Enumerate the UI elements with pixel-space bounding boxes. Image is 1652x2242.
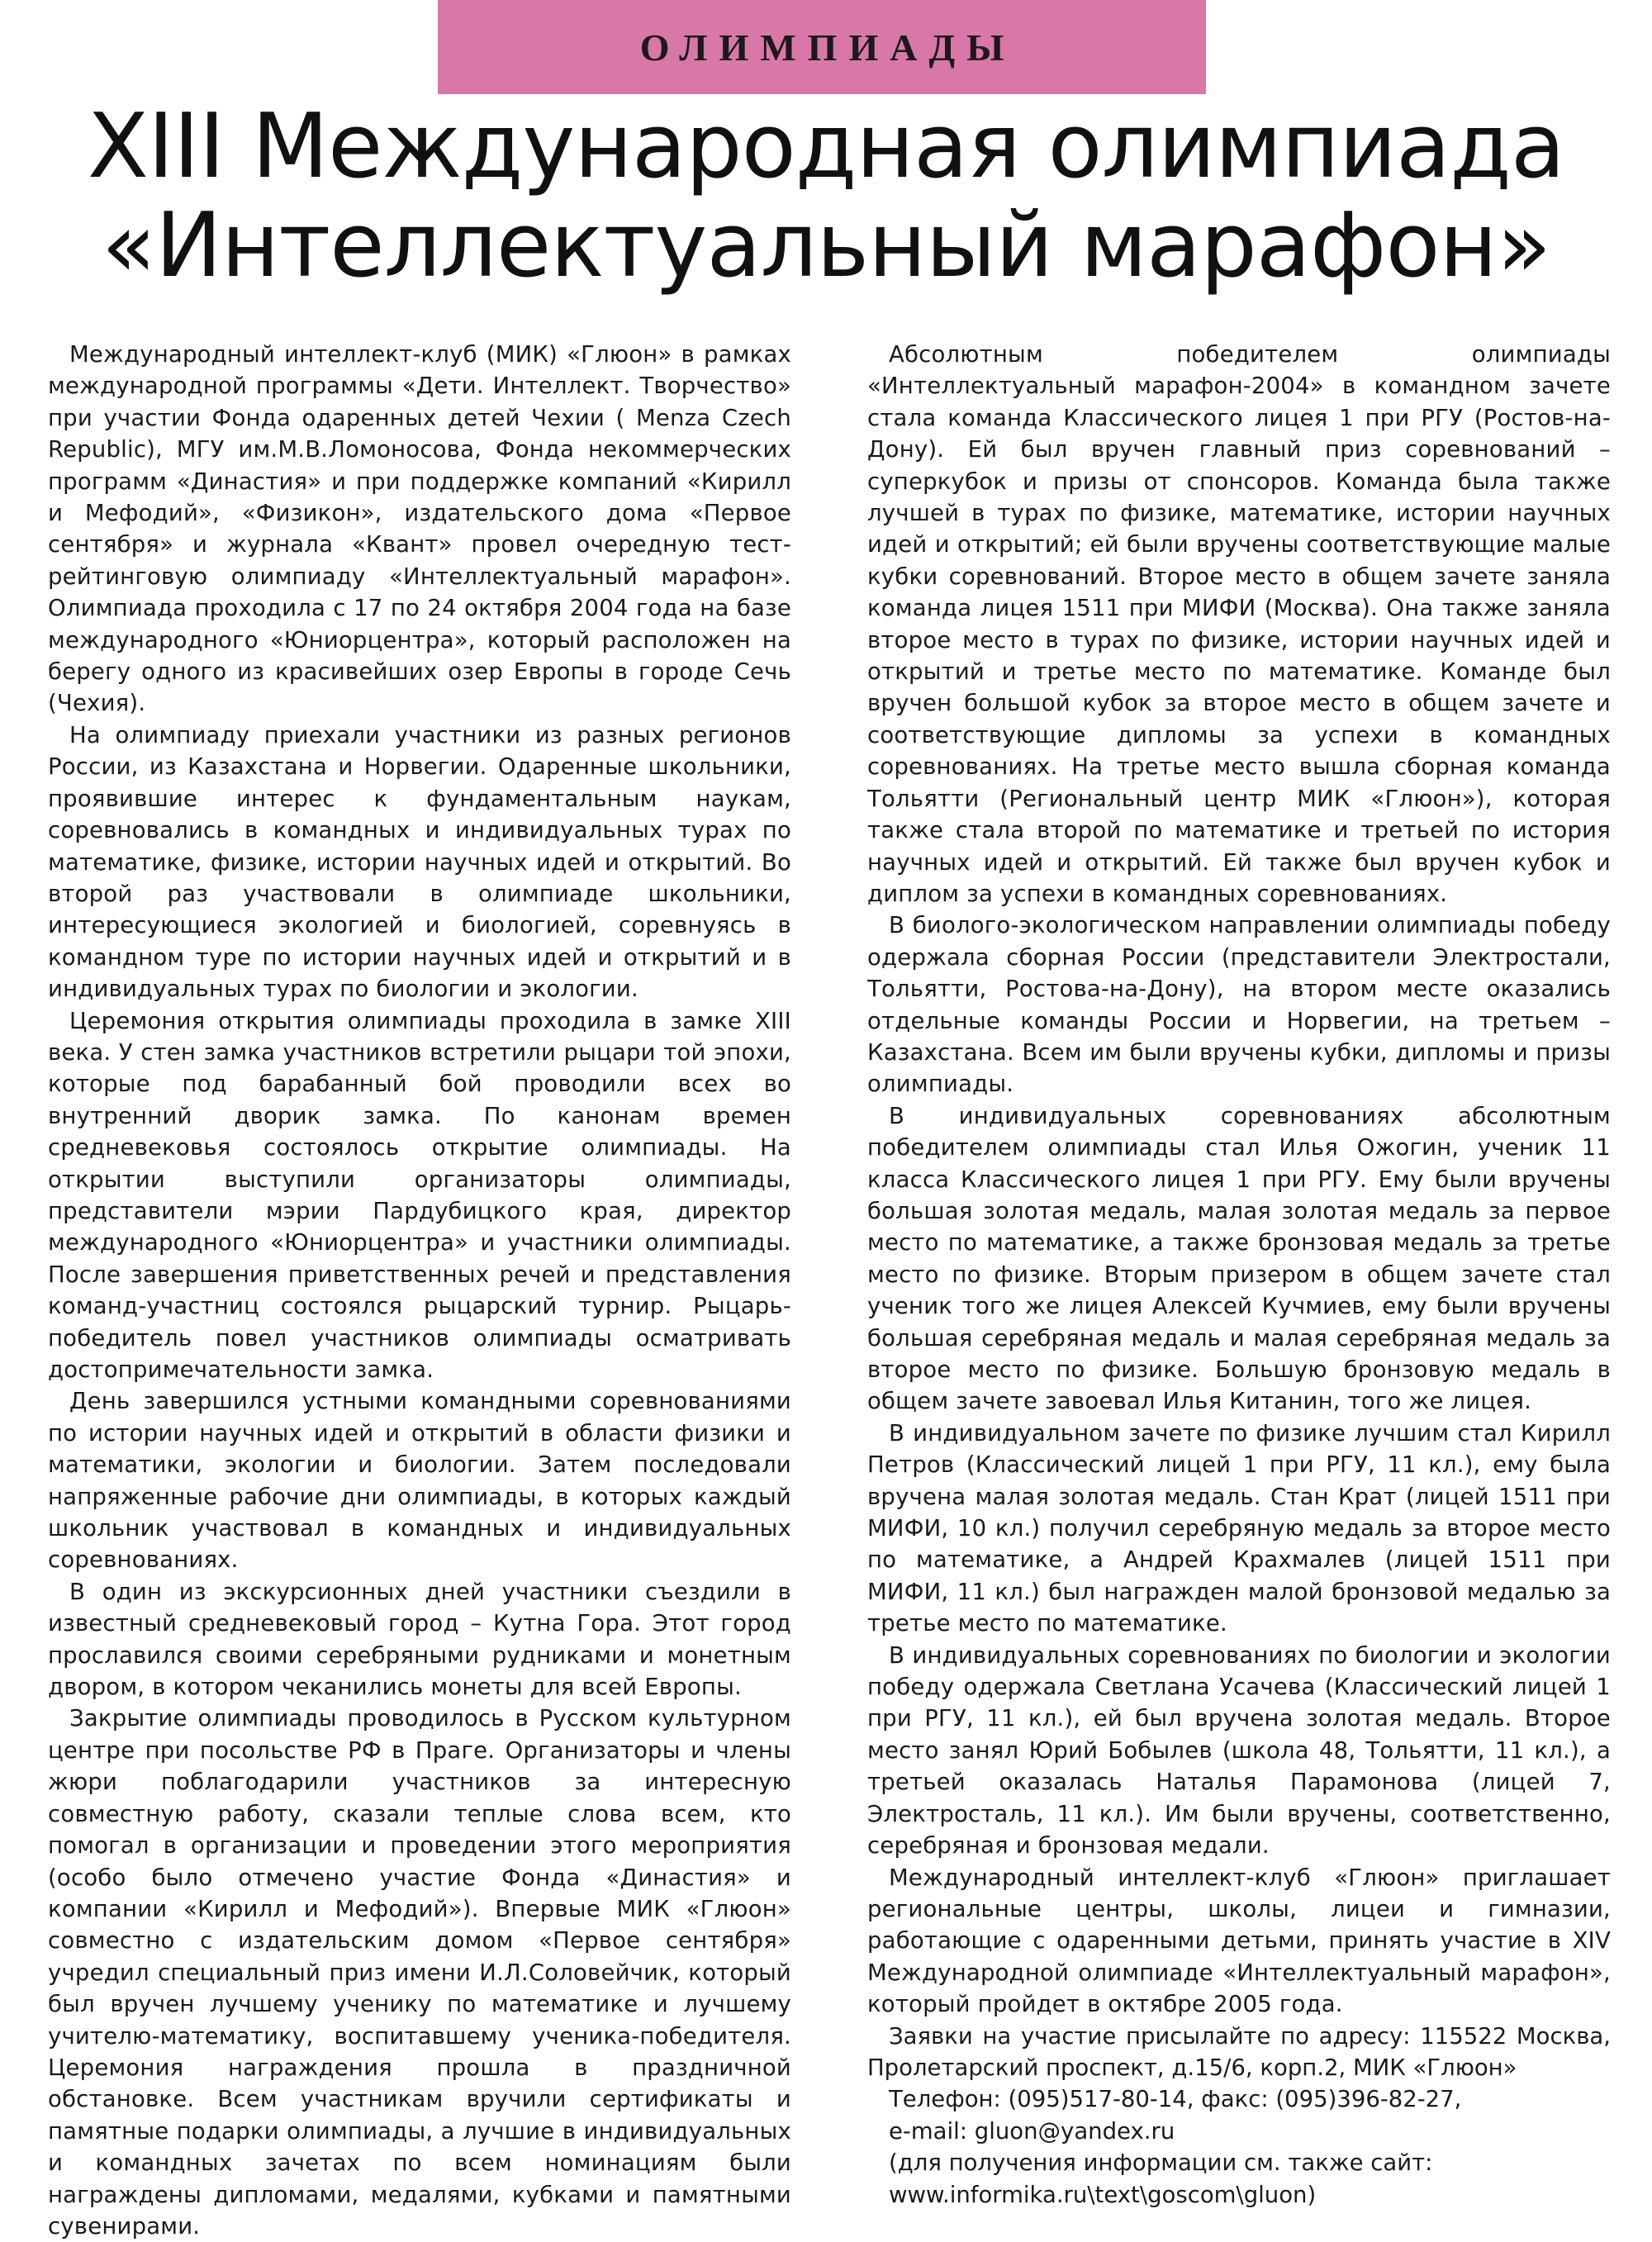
- section-banner: [438, 0, 1206, 94]
- paragraph: В биолого-экологическом направлении олимпиады победу одержала сборная России (представители Электростали, Тольятти, Ростова-на-Дону), на втором месте оказались отдельные команды России и Норвегии, на третьем – Казахстана. Всем им были вручены кубки, дипломы и призы олимпиады.: [867, 912, 1611, 1098]
- contact-email[interactable]: e-mail: gluon@yandex.ru: [889, 2117, 1175, 2145]
- article-body: [48, 339, 1611, 2240]
- contact-phone: Телефон: (095)517-80-14, факс: (095)396-82-27,: [889, 2086, 1462, 2113]
- article-title-line-1: XIII Международная олимпиада: [87, 95, 1565, 198]
- paragraph: В один из экскурсионных дней участники съездили в известный средневековый город – Кутна Гора. Этот город прославился своими серебряными рудниками и монетным двором, в котором чеканились монеты для всей Европы.: [48, 1578, 791, 1701]
- paragraph: В индивидуальных соревнованиях абсолютным победителем олимпиады стал Илья Ожогин, ученик 11 класса Классического лицея 1 при РГУ. Ему были вручены большая золотая медаль, малая золотая медаль за первое место по математике, а также бронзовая медаль за третье место по физике. Вторым призером в общем зачете стал ученик того же лицея Алексей Кучмиев, ему были вручены большая серебряная медаль и малая серебряная медаль за второе место по физике. Большую бронзовую медаль в общем зачете завоевал Илья Китанин, того же лицея.: [867, 1102, 1611, 1415]
- paragraph: Международный интеллект-клуб «Глюон» приглашает региональные центры, школы, лицеи и гимназии, работающие с одаренными детьми, принять участие в XIV Международной олимпиаде «Интеллектуальный марафон», который пройдет в октябре 2005 года.: [867, 1864, 1611, 2018]
- contact-site-url[interactable]: www.informika.ru\text\goscom\gluon): [889, 2181, 1317, 2208]
- contact-block: [867, 2021, 1611, 2211]
- section-label: ОЛИМПИАДЫ: [639, 26, 1016, 69]
- paragraph: На олимпиаду приехали участники из разных регионов России, из Казахстана и Норвегии. Одаренные школьники, проявившие интерес к фундаментальным наукам, соревновались в командных и индивидуальных турах по математике, физике, истории научных идей и открытий. Во второй раз участвовали в олимпиаде школьники, интересующиеся экологией и биологией, соревнуясь в командном туре по истории научных идей и открытий и в индивидуальных турах по биологии и экологии.: [48, 721, 791, 1003]
- contact-site-note: (для получения информации см. также сайт:: [889, 2149, 1433, 2177]
- contact-address: Заявки на участие присылайте по адресу: 115522 Москва, Пролетарский проспект, д.15/6, корп.2, МИК «Глюон»: [867, 2022, 1611, 2081]
- paragraph: В индивидуальных соревнованиях по биологии и экологии победу одержала Светлана Усачева (Классический лицей 1 при РГУ, 11 кл.), ей был вручена золотая медаль. Второе место занял Юрий Бобылев (школа 48, Тольятти, 11 кл.), а третьей оказалась Наталья Парамонова (лицей 7, Электросталь, 11 кл.). Им были вручены, соответственно, серебряная и бронзовая медали.: [867, 1641, 1611, 1860]
- paragraph: День завершился устными командными соревнованиями по истории научных идей и открытий в области физики и математики, экологии и биологии. Затем последовали напряженные рабочие дни олимпиады, в которых каждый школьник участвовал в командных и индивидуальных соревнованиях.: [48, 1388, 791, 1574]
- paragraph: Закрытие олимпиады проводилось в Русском культурном центре при посольстве РФ в Праге. Организаторы и члены жюри поблагодарили участников за интересную совместную работу, сказали теплые слова всем, кто помогал в организации и проведении этого мероприятия (особо было отмечено участие Фонда «Династия» и компании «Кирилл и Мефодий»). Впервые МИК «Глюон» совместно с издательским домом «Первое сентября» учредил специальный приз имени И.Л.Соловейчик, который был вручен лучшему ученику по математике и лучшему учителю-математику, воспитавшему ученика-победителя. Церемония награждения прошла в праздничной обстановке. Всем участникам вручили сертификаты и памятные подарки олимпиады, а лучшие в индивидуальных и командных зачетах по всем номинациям были награждены дипломами, медалями, кубками и памятными сувенирами.: [48, 1705, 791, 2240]
- paragraph: Церемония открытия олимпиады проходила в замке XIII века. У стен замка участников встретили рыцари той эпохи, которые под барабанный бой проводили всех во внутренний дворик замка. По канонам времен средневековья состоялось открытие олимпиады. На открытии выступили организаторы олимпиады, представители мэрии Пардубицкого края, директор международного «Юниорцентра» и участники олимпиады. После завершения приветственных речей и представления команд-участниц состоялся рыцарский турнир. Рыцарь-победитель повел участников олимпиады осматривать достопримечательности замка.: [48, 1007, 791, 1383]
- right-column: [867, 339, 1611, 2211]
- article-title-line-2: «Интеллектуальный марафон»: [101, 194, 1551, 297]
- left-column: [48, 339, 791, 2242]
- paragraph: Международный интеллект-клуб (МИК) «Глюон» в рамках международной программы «Дети. Интеллект. Творчество» при участии Фонда одаренных детей Чехии ( Menza Czech Republic), МГУ им.М.В.Ломоносова, Фонда некоммерческих программ «Династия» и при поддержке компаний «Кирилл и Мефодий», «Физикон», издательского дома «Первое сентября» и журнала «Квант» провел очередную тест-рейтинговую олимпиаду «Интеллектуальный марафон». Олимпиада проходила с 17 по 24 октября 2004 года на базе международного «Юниорцентра», который расположен на берегу одного из красивейших озер Европы в городе Сечь (Чехия).: [48, 341, 791, 717]
- paragraph: В индивидуальном зачете по физике лучшим стал Кирилл Петров (Классический лицей 1 при РГУ, 11 кл.), ему была вручена малая золотая медаль. Стан Крат (лицей 1511 при МИФИ, 10 кл.) получил серебряную медаль за второе место по математике, а Андрей Крахмалев (лицей 1511 при МИФИ, 11 кл.) был награжден малой бронзовой медалью за третье место по математике.: [867, 1419, 1611, 1637]
- paragraph: Абсолютным победителем олимпиады «Интеллектуальный марафон-2004» в командном зачете стала команда Классического лицея 1 при РГУ (Ростов-на-Дону). Ей был вручен главный приз соревнований – суперкубок и призы от спонсоров. Команда была также лучшей в турах по физике, математике, истории научных идей и открытий; ей были вручены соответствующие малые кубки соревнований. Второе место в общем зачете заняла команда лицея 1511 при МИФИ (Москва). Она также заняла второе место в турах по физике, истории научных идей и открытий и третье место по математике. Команде был вручен большой кубок за второе место в общем зачете и соответствующие дипломы за успехи в командных соревнованиях. На третье место вышла сборная команда Тольятти (Региональный центр МИК «Глюон»), которая также стала второй по математике и третьей по история научных идей и открытий. Ей также был вручен кубок и диплом за успехи в командных соревнованиях.: [867, 341, 1611, 907]
- article-title: [50, 97, 1602, 296]
